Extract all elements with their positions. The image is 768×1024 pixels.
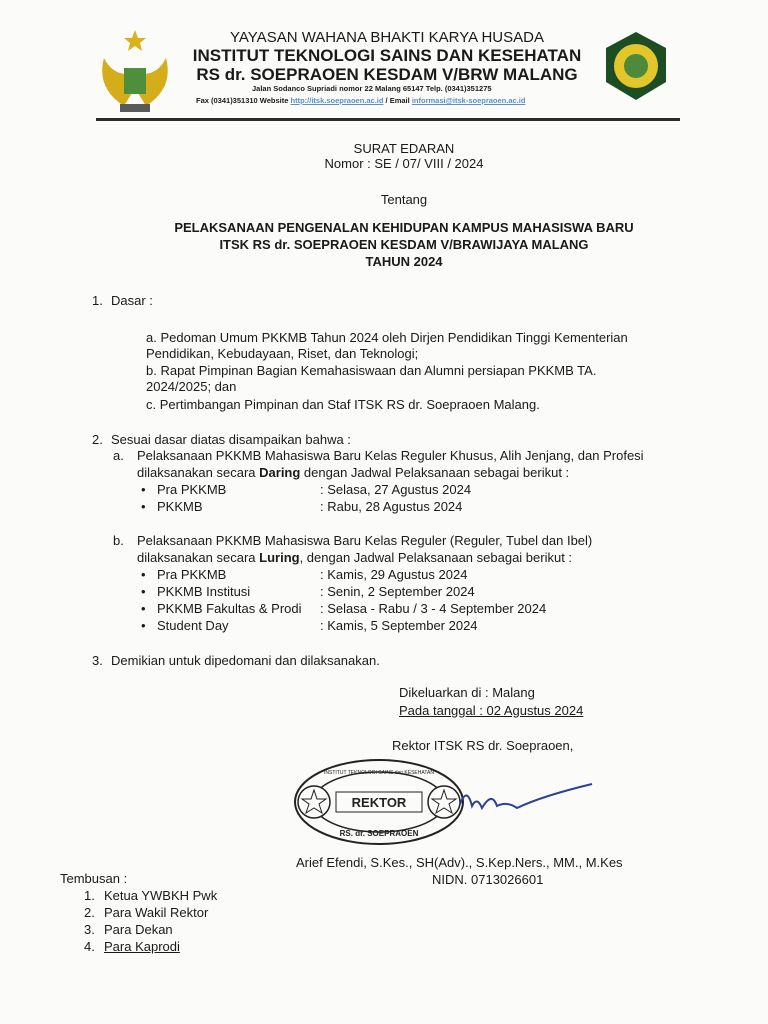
schedule-value: : Selasa, 27 Agustus 2024 [320, 482, 472, 497]
cc-number: 3. [84, 922, 95, 937]
foundation-name: YAYASAN WAHANA BHAKTI KARYA HUSADA [230, 29, 544, 46]
mode-luring: Luring [259, 550, 300, 565]
issued-date: Pada tanggal : 02 Agustus 2024 [399, 703, 584, 718]
schedule-value: : Kamis, 5 September 2024 [320, 618, 478, 633]
hospital-name: RS dr. SOEPRAOEN KESDAM V/BRW MALANG [196, 65, 578, 84]
schedule-label: Pra PKKMB [157, 482, 227, 497]
military-emblem-logo [96, 28, 174, 116]
basis-line: Pendidikan, Kebudayaan, Riset, dan Teknologi; [146, 346, 419, 361]
cc-label: Tembusan : [60, 871, 128, 886]
fax: Fax (0341)351310 Website [196, 96, 289, 105]
section-label: Demikian untuk dipedomani dan dilaksanakan. [111, 653, 380, 668]
website-link[interactable]: http://itsk.soepraoen.ac.id [290, 96, 384, 105]
schedule-row: • [141, 601, 146, 616]
basis-line: a. Pedoman Umum PKKMB Tahun 2024 oleh Dirjen Pendidikan Tinggi Kementerian [146, 330, 628, 345]
schedule-row: • [141, 482, 146, 497]
cc-number: 4. [84, 939, 95, 954]
email-label: / Email [385, 96, 410, 105]
cc-item: Para Kaprodi [104, 939, 180, 954]
svg-text:RS. dr. SOEPRAOEN: RS. dr. SOEPRAOEN [339, 829, 419, 838]
signatory-position: Rektor ITSK RS dr. Soepraoen, [392, 738, 574, 753]
title-line: TAHUN 2024 [365, 254, 443, 269]
signatory-nidn: NIDN. 0713026601 [432, 872, 544, 887]
basis-line: c. Pertimbangan Pimpinan dan Staf ITSK RS dr. Soepraoen Malang. [146, 397, 540, 412]
schedule-row: • [141, 618, 146, 633]
svg-text:REKTOR: REKTOR [351, 795, 407, 810]
schedule-value: : Kamis, 29 Agustus 2024 [320, 567, 468, 582]
schedule-value: : Selasa - Rabu / 3 - 4 September 2024 [320, 601, 547, 616]
basis-line: 2024/2025; dan [146, 379, 237, 394]
schedule-label: PKKMB Fakultas & Prodi [157, 601, 302, 616]
paragraph-line: dilaksanakan secara Daring dengan Jadwal Pelaksanaan sebagai berikut : [137, 465, 570, 480]
item-mark: a. [113, 448, 124, 463]
cc-number: 2. [84, 905, 95, 920]
official-stamp [292, 756, 602, 848]
itsk-logo [600, 30, 672, 102]
title-line: PELAKSANAAN PENGENALAN KEHIDUPAN KAMPUS MAHASISWA BARU [174, 220, 634, 235]
schedule-label: PKKMB Institusi [157, 584, 251, 599]
section-number: 2. [92, 432, 103, 447]
institute-name: INSTITUT TEKNOLOGI SAINS DAN KESEHATAN [192, 46, 582, 65]
svg-text:INSTITUT TEKNOLOGI SAINS dan K: INSTITUT TEKNOLOGI SAINS dan KESEHATAN [324, 770, 434, 776]
paragraph-line: dilaksanakan secara Luring, dengan Jadwal Pelaksanaan sebagai berikut : [137, 550, 573, 565]
signature [460, 784, 592, 808]
document-number: Nomor : SE / 07/ VIII / 2024 [324, 156, 484, 171]
paragraph-line: Pelaksanaan PKKMB Mahasiswa Baru Kelas Reguler Khusus, Alih Jenjang, dan Profesi [137, 448, 644, 463]
schedule-row: • [141, 499, 146, 514]
schedule-row: • [141, 567, 146, 582]
contact-line [196, 97, 525, 105]
signatory-name: Arief Efendi, S.Kes., SH(Adv)., S.Kep.Ners., MM., M.Kes [296, 855, 623, 870]
section-label: Dasar : [111, 293, 153, 308]
schedule-label: Pra PKKMB [157, 567, 227, 582]
schedule-label: Student Day [157, 618, 229, 633]
section-number: 1. [92, 293, 103, 308]
section-label: Sesuai dasar diatas disampaikan bahwa : [111, 432, 351, 447]
document-type: SURAT EDARAN [353, 141, 455, 156]
schedule-label: PKKMB [157, 499, 203, 514]
item-mark: b. [113, 533, 124, 548]
issued-place: Dikeluarkan di : Malang [399, 685, 535, 700]
address: Jalan Sodanco Supriadi nomor 22 Malang 65147 Telp. (0341)351275 [252, 84, 492, 93]
section-number: 3. [92, 653, 103, 668]
cc-number: 1. [84, 888, 95, 903]
paragraph-line: Pelaksanaan PKKMB Mahasiswa Baru Kelas Reguler (Reguler, Tubel dan Ibel) [137, 533, 593, 548]
basis-line: b. Rapat Pimpinan Bagian Kemahasiswaan dan Alumni persiapan PKKMB TA. [146, 363, 597, 378]
cc-item: Ketua YWBKH Pwk [104, 888, 218, 903]
schedule-value: : Senin, 2 September 2024 [320, 584, 475, 599]
title-line: ITSK RS dr. SOEPRAOEN KESDAM V/BRAWIJAYA MALANG [219, 237, 589, 252]
schedule-value: : Rabu, 28 Agustus 2024 [320, 499, 463, 514]
cc-item: Para Dekan [104, 922, 173, 937]
cc-item: Para Wakil Rektor [104, 905, 209, 920]
schedule-row: • [141, 584, 146, 599]
about-label: Tentang [380, 192, 428, 207]
email-link[interactable]: informasi@itsk-soepraoen.ac.id [411, 96, 526, 105]
mode-daring: Daring [259, 465, 301, 480]
header-divider [96, 118, 680, 121]
